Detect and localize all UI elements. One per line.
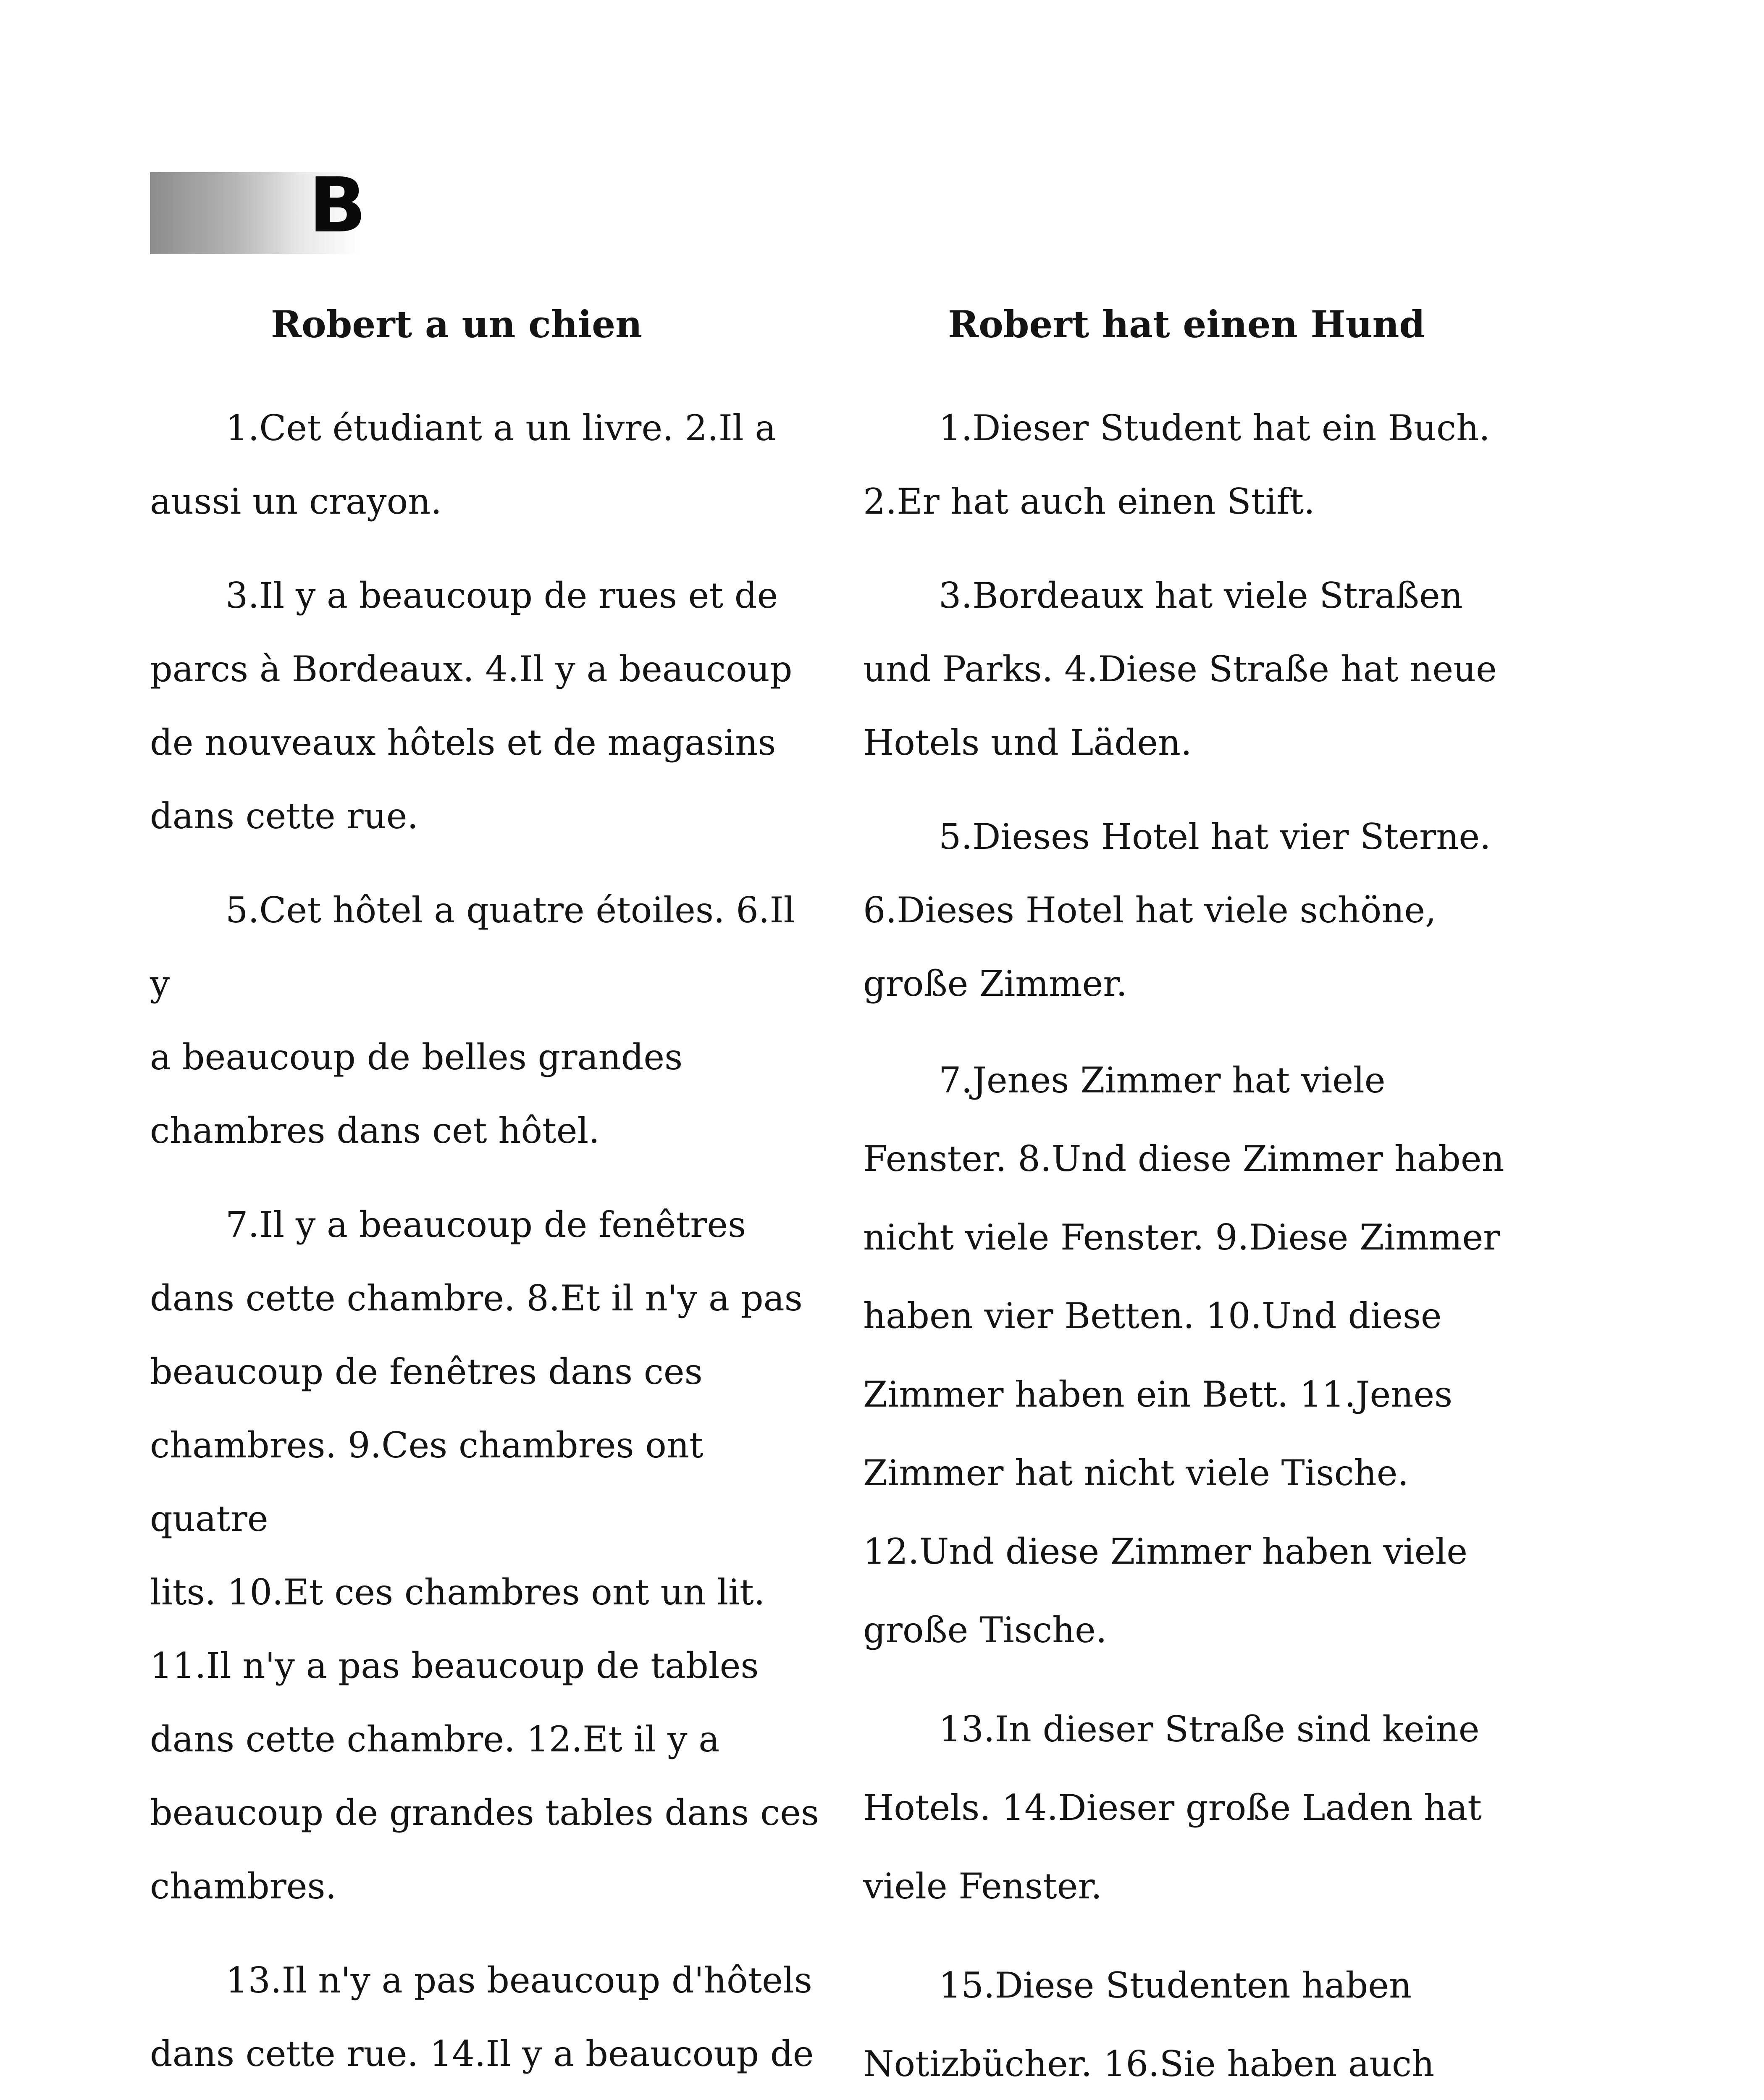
german-paragraph: 13.In dieser Straße sind keine Hotels. 14.Dieser große Laden hat viele Fenster. xyxy=(863,1708,1482,1907)
german-paragraph: 7.Jenes Zimmer hat viele Fenster. 8.Und diese Zimmer haben nicht viele Fenster. 9.Diese Zimmer haben vier Betten. 10.Und diese Zimmer haben ein Bett. 11.Jenes Zimmer hat nicht viele Tische. 12.Und diese Zimmer haben viele große Tische. xyxy=(863,1059,1504,1651)
german-title: Robert hat einen Hund xyxy=(948,302,1425,346)
french-title: Robert a un chien xyxy=(270,302,643,346)
french-paragraph: 1.Cet étudiant a un livre. 2.Il a aussi un crayon. xyxy=(150,407,776,522)
german-paragraph: 3.Bordeaux hat viele Straßen und Parks. 4.Diese Straße hat neue Hotels und Läden. xyxy=(863,575,1497,763)
german-column xyxy=(863,302,1544,2100)
section-letter: B xyxy=(309,162,367,249)
german-paragraph: 5.Dieses Hotel hat vier Sterne. 6.Dieses Hotel hat viele schöne, große Zimmer. xyxy=(863,816,1491,1004)
french-column xyxy=(150,302,822,2100)
french-paragraph: 3.Il y a beaucoup de rues et de parcs à Bordeaux. 4.Il y a beaucoup de nouveaux hôtels et de magasins dans cette rue. xyxy=(150,575,793,837)
french-paragraph: 5.Cet hôtel a quatre étoiles. 6.Il y a beaucoup de belles grandes chambres dans cet hôtel. xyxy=(150,889,795,1151)
german-paragraph: 1.Dieser Student hat ein Buch. 2.Er hat auch einen Stift. xyxy=(863,407,1490,522)
french-paragraph: 7.Il y a beaucoup de fenêtres dans cette chambre. 8.Et il n'y a pas beaucoup de fenêtres dans ces chambres. 9.Ces chambres ont quatre lits. 10.Et ces chambres ont un lit. 11.Il n'y a pas beaucoup de tables dans cette chambre. 12.Et il y a beaucoup de grandes tables dans ces chambres. xyxy=(150,1204,819,1907)
french-paragraph: 13.Il n'y a pas beaucoup d'hôtels dans cette rue. 14.Il y a beaucoup de xyxy=(150,1959,814,2074)
german-paragraph: 15.Diese Studenten haben Notizbücher. 16.Sie haben auch xyxy=(863,1964,1435,2084)
